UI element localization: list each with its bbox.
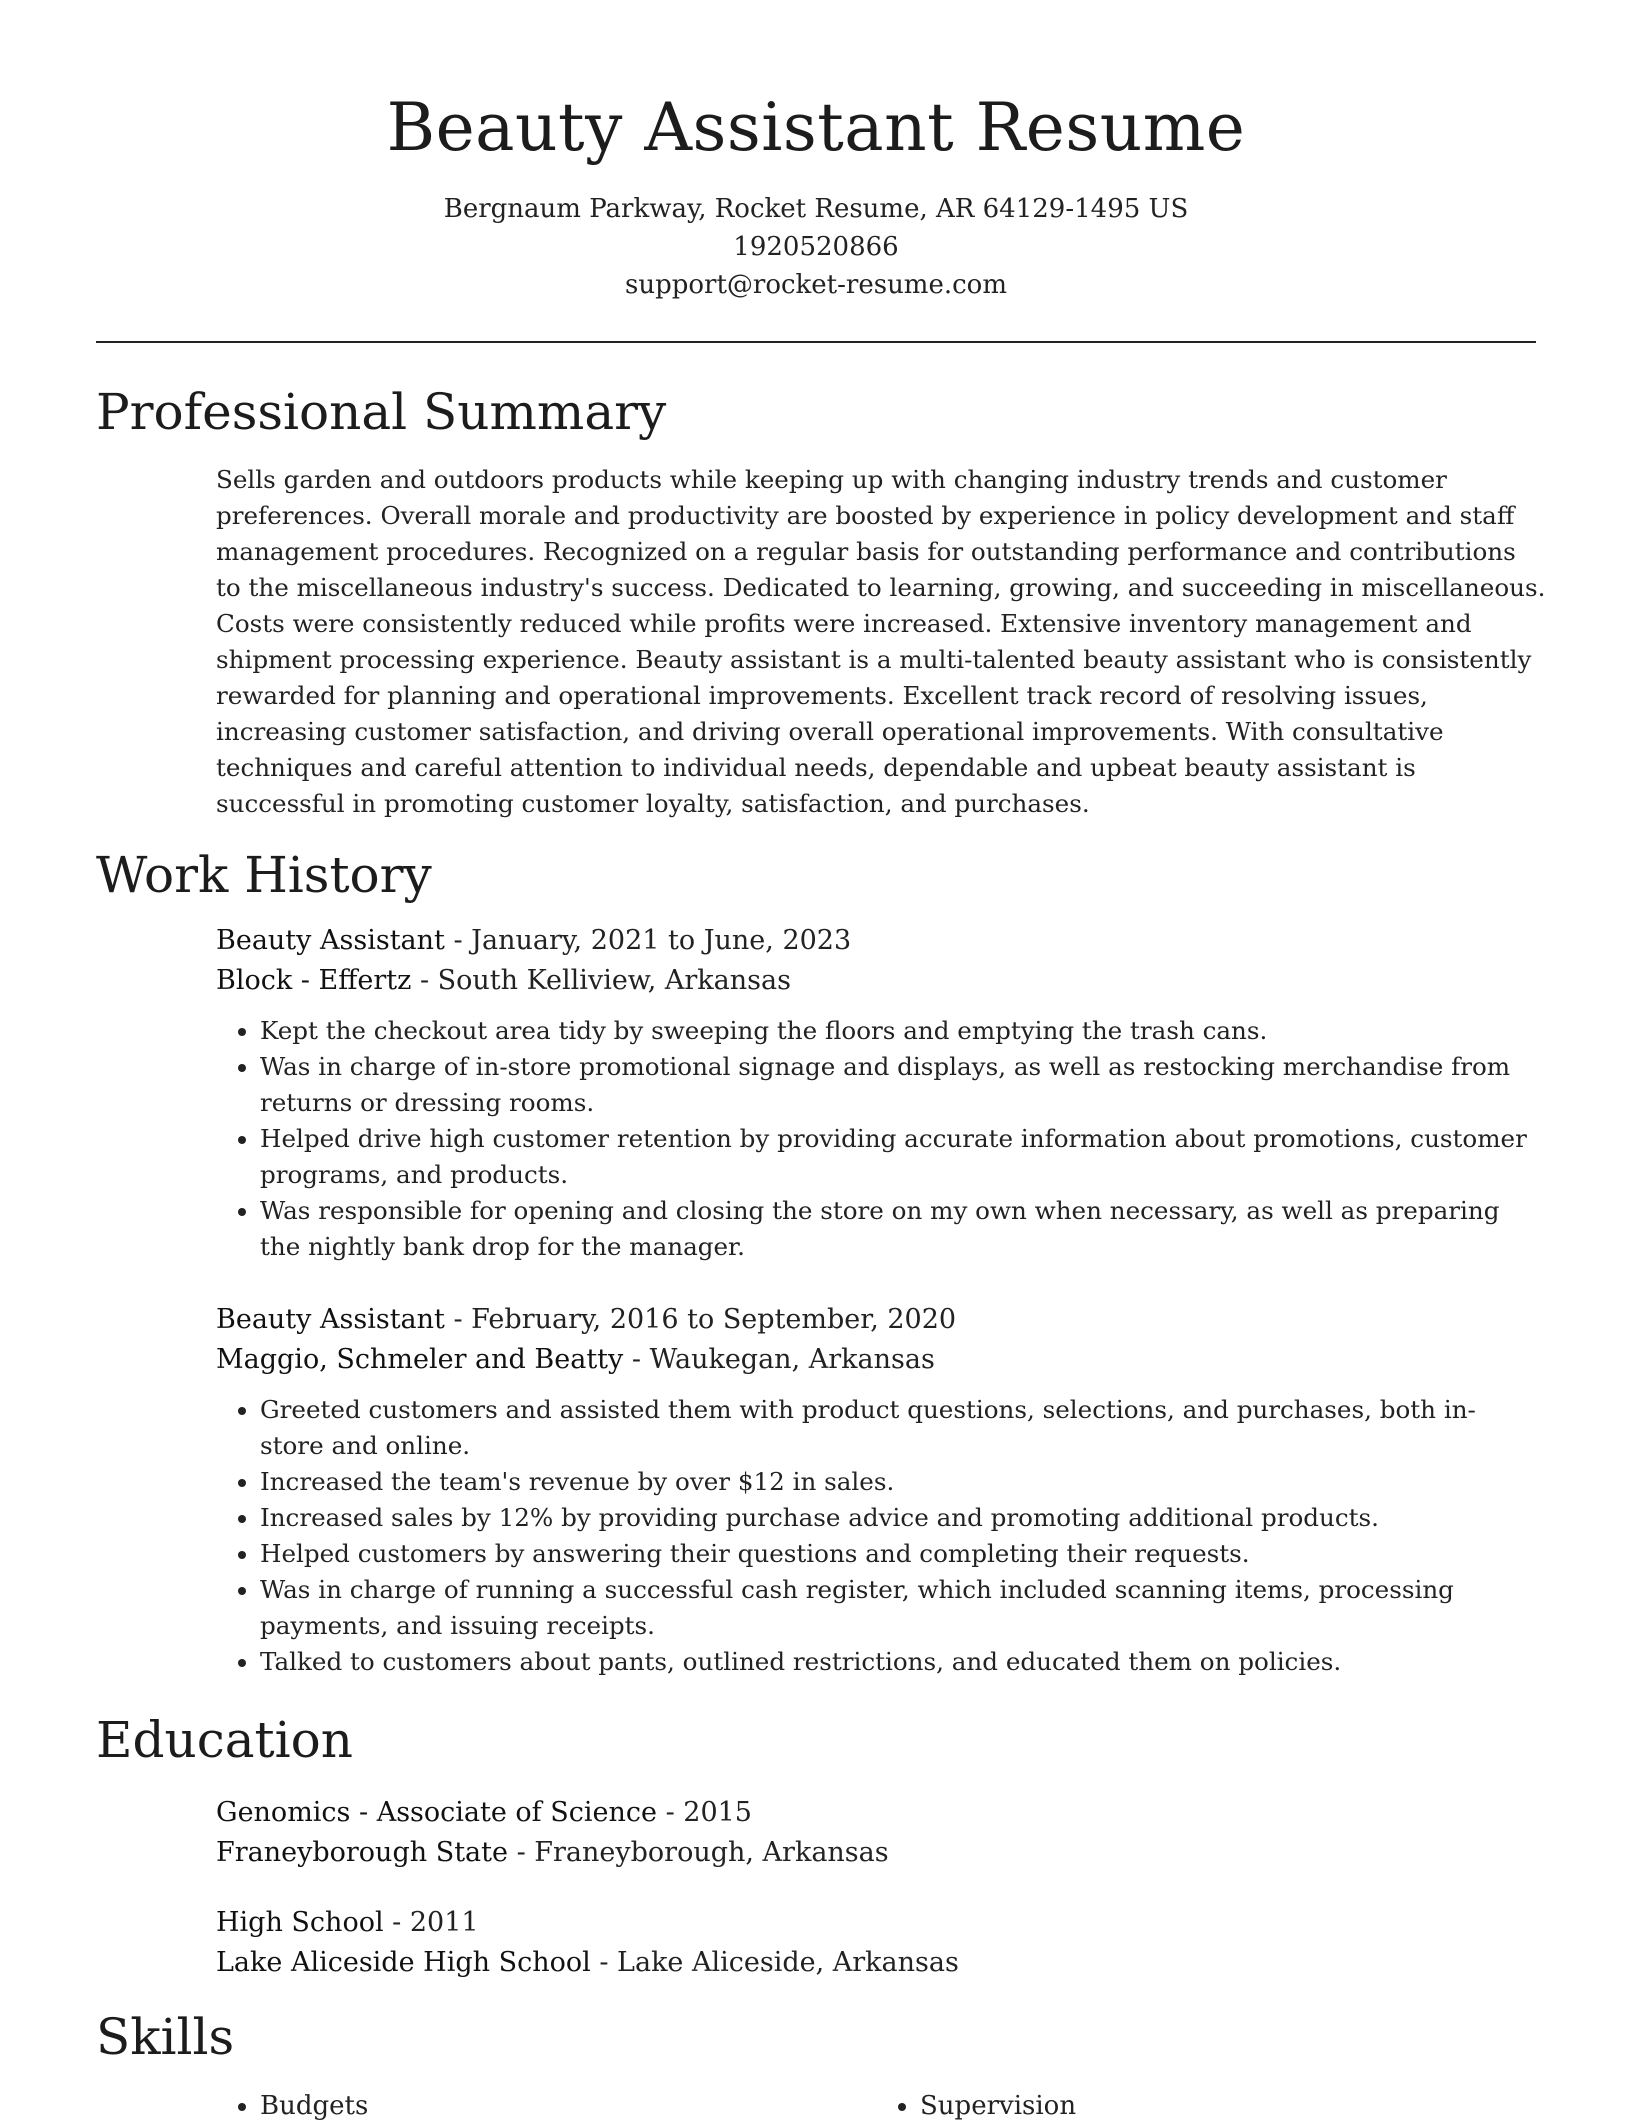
job-entry: [216, 921, 1536, 1265]
job-company-line: [216, 961, 1536, 1001]
job-role: Beauty Assistant: [216, 1304, 445, 1335]
school-location: - Franeyborough, Arkansas: [507, 1837, 889, 1868]
skills-column-left: [216, 2088, 876, 2124]
contact-block: [0, 190, 1632, 304]
section-title-education: Education: [96, 1711, 353, 1769]
job-company-line: [216, 1340, 1536, 1380]
job-company: Block - Effertz: [216, 965, 412, 996]
degree: High School: [216, 1907, 384, 1938]
school: Franeyborough State: [216, 1837, 508, 1868]
list-item: • Talked to customers about pants, outlined restrictions, and educated them on policies.: [260, 1644, 1536, 1680]
section-title-work-history: Work History: [96, 846, 432, 904]
header-divider: [96, 341, 1536, 343]
section-title-summary: Professional Summary: [96, 383, 667, 441]
list-item: • Greeted customers and assisted them with product questions, selections, and purchases, both in-store and online.: [260, 1392, 1536, 1464]
email: support@rocket-resume.com: [624, 270, 1007, 300]
job-dates: - January, 2021 to June, 2023: [444, 925, 852, 956]
degree-year: - 2015: [656, 1797, 752, 1828]
list-item: • Was responsible for opening and closing the store on my own when necessary, as well as preparing the nightly bank drop for the manager.: [260, 1193, 1536, 1265]
skills-column-right: [876, 2088, 1536, 2124]
school-location: - Lake Aliceside, Arkansas: [590, 1947, 959, 1978]
skill-item: • Supervision: [920, 2088, 1536, 2124]
address: Bergnaum Parkway, Rocket Resume, AR 64129-1495 US: [443, 194, 1189, 224]
school-line: [216, 1943, 1536, 1983]
degree-line: [216, 1903, 1536, 1943]
resume-title: Beauty Assistant Resume: [386, 89, 1246, 166]
list-item: • Kept the checkout area tidy by sweeping the floors and emptying the trash cans.: [260, 1013, 1536, 1049]
job-bullets: [216, 1392, 1536, 1680]
list-item: • Was in charge of in-store promotional signage and displays, as well as restocking merchandise from returns or dressing rooms.: [260, 1049, 1536, 1121]
job-title-line: [216, 1300, 1536, 1340]
phone: 1920520866: [733, 232, 899, 262]
job-dates: - February, 2016 to September, 2020: [444, 1304, 957, 1335]
list-item: • Helped customers by answering their questions and completing their requests.: [260, 1536, 1536, 1572]
job-entry: [216, 1300, 1536, 1680]
degree-year: - 2011: [383, 1907, 479, 1938]
resume-header: [0, 0, 1632, 304]
list-item: • Helped drive high customer retention by providing accurate information about promotions, customer programs, and products.: [260, 1121, 1536, 1193]
job-bullets: [216, 1013, 1536, 1265]
job-company: Maggio, Schmeler and Beatty: [216, 1344, 624, 1375]
job-location: - South Kelliview, Arkansas: [411, 965, 791, 996]
section-title-skills: Skills: [96, 2008, 235, 2066]
list-item: • Increased the team's revenue by over $12 in sales.: [260, 1464, 1536, 1500]
degree-line: [216, 1793, 1536, 1833]
job-title-line: [216, 921, 1536, 961]
school: Lake Aliceside High School: [216, 1947, 591, 1978]
degree: Genomics - Associate of Science: [216, 1797, 657, 1828]
education-entry: [216, 1903, 1536, 1983]
job-location: - Waukegan, Arkansas: [623, 1344, 935, 1375]
skill-item: • Budgets: [260, 2088, 876, 2124]
list-item: • Was in charge of running a successful cash register, which included scanning items, processing payments, and issuing receipts.: [260, 1572, 1536, 1644]
skills-list: [216, 2088, 1536, 2124]
list-item: • Increased sales by 12% by providing purchase advice and promoting additional products.: [260, 1500, 1536, 1536]
education-entry: [216, 1793, 1536, 1873]
job-role: Beauty Assistant: [216, 925, 445, 956]
school-line: [216, 1833, 1536, 1873]
summary-text: Sells garden and outdoors products while keeping up with changing industry trends and customer preferences. Overall morale and productivity are boosted by experience in policy development and staff management procedures. Recognized on a regular basis for outstanding performance and contributions to the miscellaneous industry's success. Dedicated to learning, growing, and succeeding in miscellaneous. Costs were consistently reduced while profits were increased. Extensive inventory management and shipment processing experience. Beauty assistant is a multi-talented beauty assistant who is consistently rewarded for planning and operational improvements. Excellent track record of resolving issues, increasing customer satisfaction, and driving overall operational improvements. With consultative techniques and careful attention to individual needs, dependable and upbeat beauty assistant is successful in promoting customer loyalty, satisfaction, and purchases.: [216, 465, 1546, 818]
